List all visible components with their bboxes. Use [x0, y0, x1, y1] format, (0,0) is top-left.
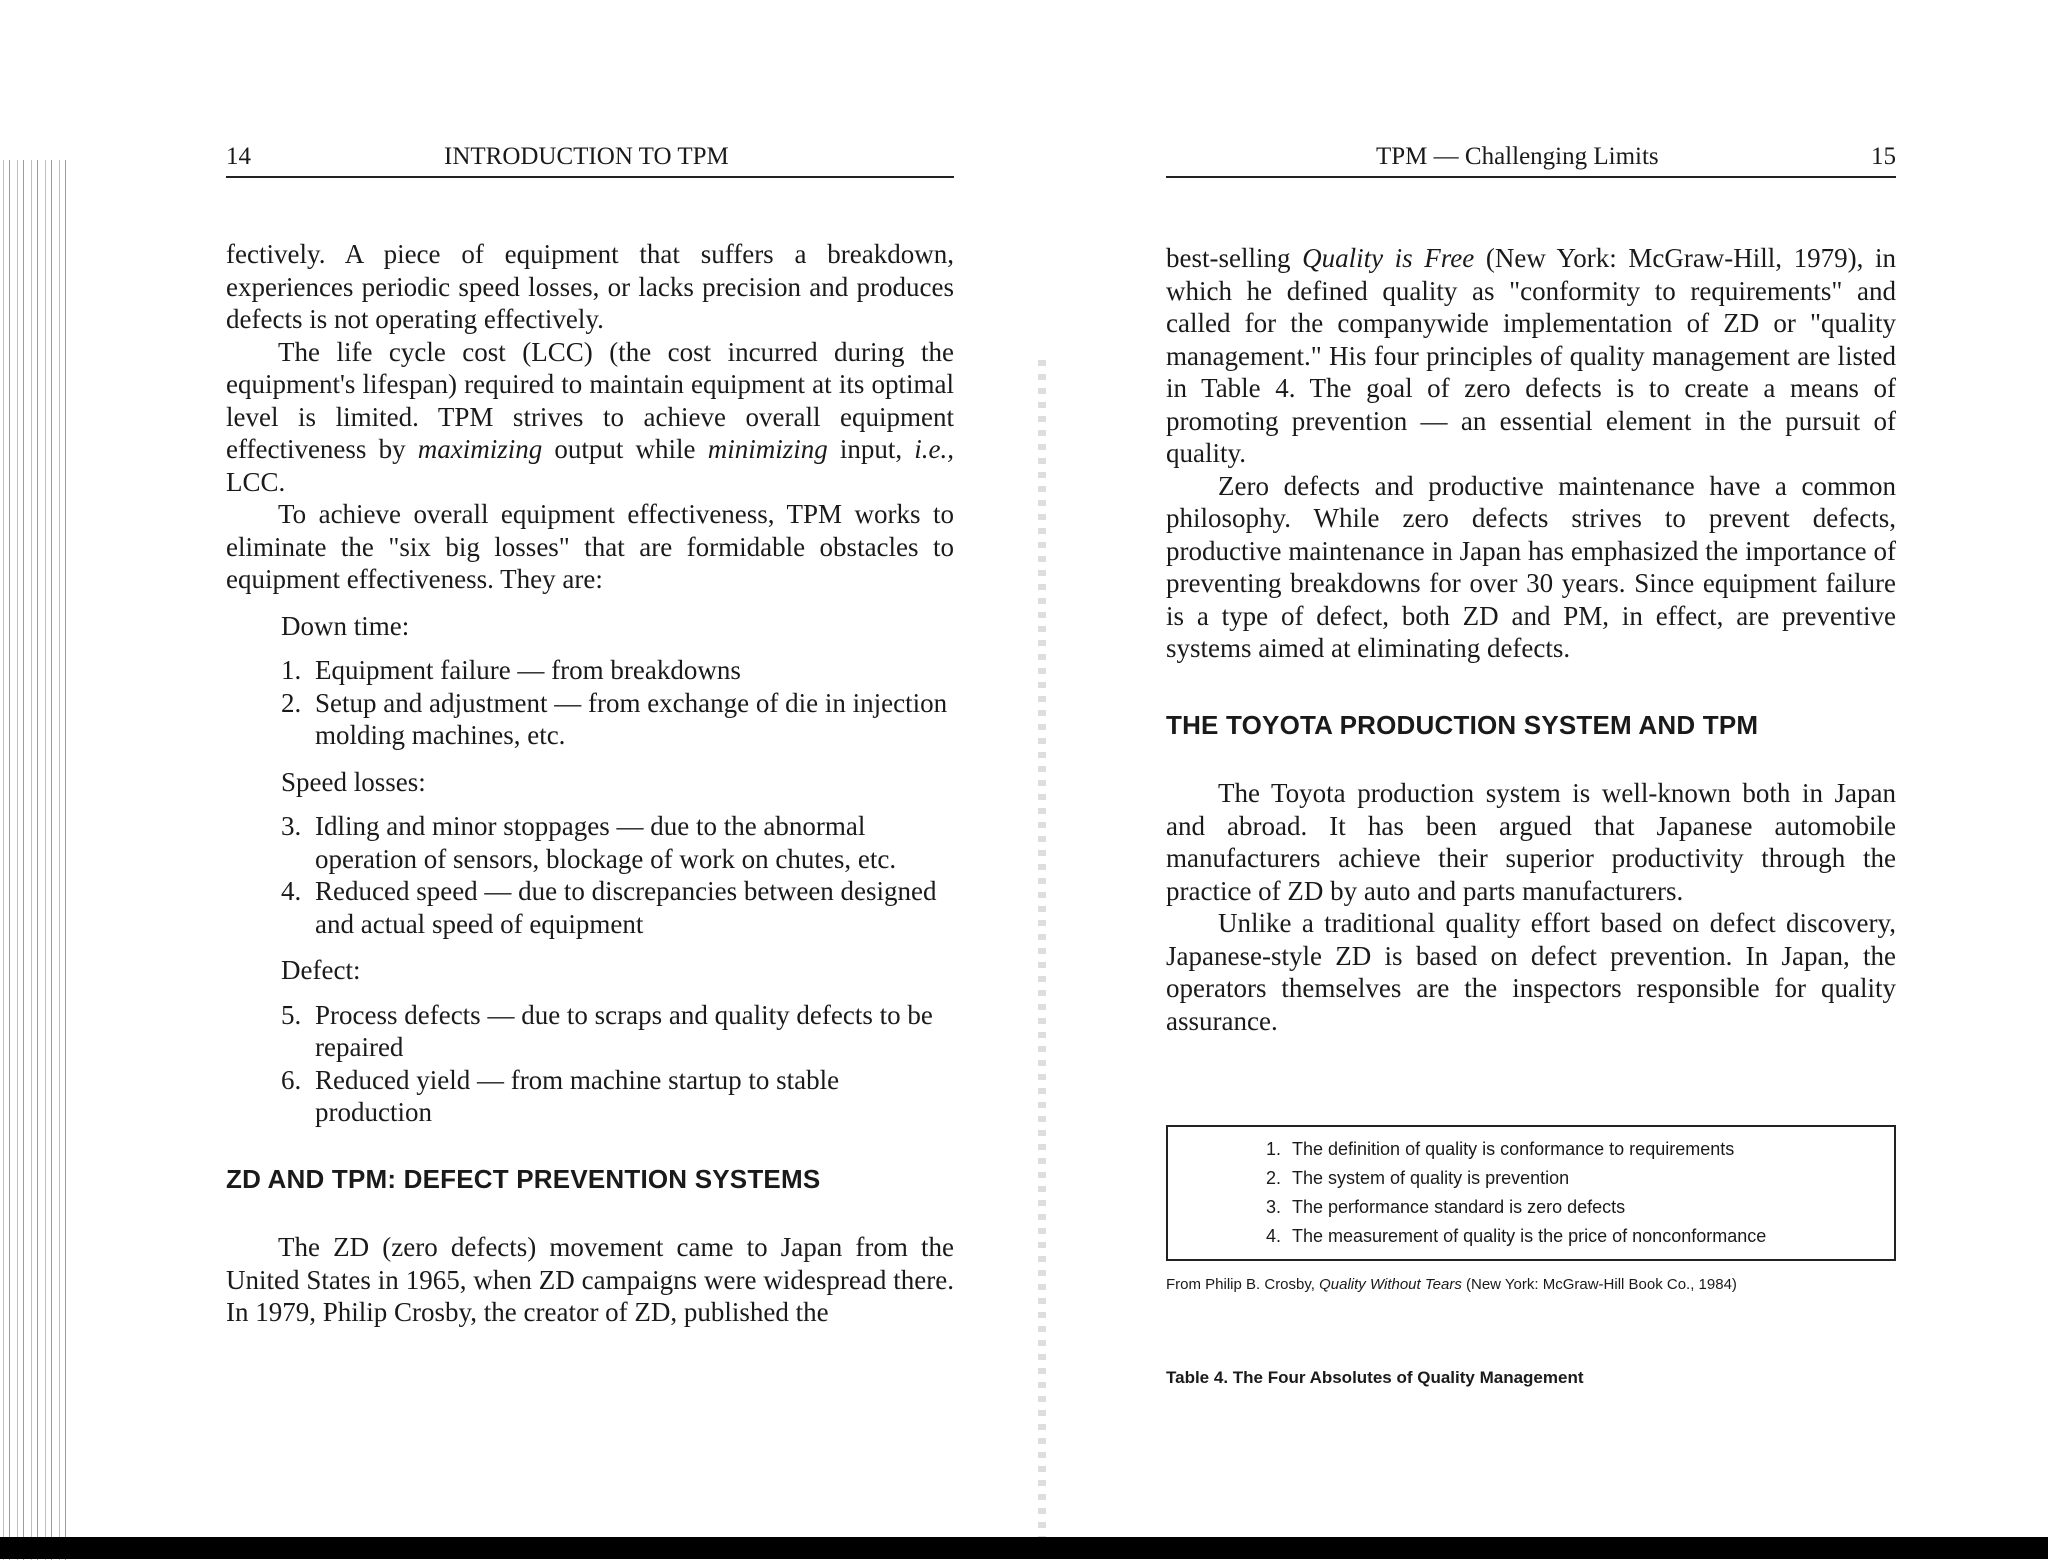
- list-text: Setup and adjustment — from exchange of die in injection molding machines, etc.: [315, 687, 948, 750]
- list-text: Reduced yield — from machine startup to stable production: [315, 1064, 840, 1127]
- paragraph: Zero defects and productive maintenance have a common philosophy. While zero defects strives to prevent defects, productive maintenance in Japan has emphasized the importance of preventing breakdowns for over 30 years. Since equipment failure is a type of defect, both ZD and PM, in effect, are preventive systems aimed at eliminating defects.: [1166, 470, 1896, 663]
- paragraph: fectively. A piece of equipment that suffers a breakdown, experiences periodic speed losses, or lacks precision and produces defects is not operating effectively.: [226, 239, 954, 334]
- book-title: Quality is Free: [1302, 243, 1475, 273]
- list-text: The measurement of quality is the price of nonconformance: [1292, 1226, 1767, 1246]
- paragraph: [226, 336, 954, 499]
- text-run: (New York: McGraw-Hill, 1979), in which he defined quality as "conformity to requirements" and called for the companywide implementation of ZD or "quality management." His four principles of quality management are listed in Table 4. The goal of zero defects is to create a means of promoting prevention — an essential element in the pursuit of quality.: [1166, 243, 1896, 468]
- loss-list: [281, 810, 954, 940]
- loss-list: [281, 654, 954, 752]
- list-text: Process defects — due to scraps and quality defects to be repaired: [315, 999, 933, 1062]
- list-number: 4.: [281, 876, 302, 906]
- running-head-title: TPM — Challenging Limits: [1376, 143, 1659, 170]
- list-text: Idling and minor stoppages — due to the abnormal operation of sensors, blockage of work on chutes, etc.: [315, 811, 897, 874]
- page-number: 14: [226, 143, 251, 170]
- left-page: [226, 140, 954, 1329]
- binding-edge-shadow: [0, 160, 70, 1560]
- paragraph: The ZD (zero defects) movement came to Japan from the United States in 1965, when ZD campaigns were widespread there. In 1979, Philip Crosby, the creator of ZD, published the: [226, 1232, 954, 1327]
- absolutes-table: [1166, 1125, 1896, 1261]
- text-run: LCC.: [226, 466, 286, 497]
- list-number: 6.: [281, 1064, 302, 1095]
- emphasis: i.e.,: [914, 434, 955, 464]
- loss-group-label: Down time:: [281, 610, 410, 641]
- paragraph: Unlike a traditional quality effort based on defect discovery, Japanese-style ZD is based on defect prevention. In Japan, the operators themselves are the inspectors responsible for quality assurance.: [1166, 908, 1896, 1036]
- emphasis: minimizing: [707, 434, 828, 464]
- text-run: best-selling: [1166, 243, 1291, 273]
- list-number: 2.: [1266, 1168, 1282, 1188]
- right-body: [1166, 242, 1896, 1394]
- source-note: [1166, 1269, 1896, 1302]
- loss-group-label: Defect:: [281, 955, 361, 985]
- list-item: [281, 999, 954, 1064]
- list-text: The definition of quality is conformance to requirements: [1292, 1139, 1735, 1159]
- list-item: [1266, 1222, 1894, 1251]
- text-run: output while: [554, 434, 696, 464]
- section-heading: THE TOYOTA PRODUCTION SYSTEM AND TPM: [1166, 709, 1759, 740]
- right-running-head: [1166, 140, 1896, 178]
- table-caption: Table 4. The Four Absolutes of Quality Management: [1166, 1367, 1584, 1387]
- list-number: 5.: [281, 999, 302, 1030]
- list-item: [281, 1064, 954, 1129]
- emphasis: maximizing: [417, 434, 543, 464]
- list-item: [281, 875, 954, 940]
- list-text: The system of quality is prevention: [1292, 1168, 1570, 1188]
- left-body: [226, 238, 954, 1329]
- paragraph: [1166, 242, 1896, 470]
- list-item: [281, 654, 954, 687]
- list-item: [281, 810, 954, 875]
- list-number: 1.: [281, 655, 302, 685]
- list-number: 2.: [281, 687, 302, 718]
- book-gutter: [1038, 360, 1046, 1540]
- scan-bottom-edge: [0, 1537, 2048, 1559]
- list-number: 1.: [1266, 1139, 1282, 1159]
- left-running-head: [226, 140, 954, 178]
- section-heading: ZD AND TPM: DEFECT PREVENTION SYSTEMS: [226, 1163, 821, 1194]
- loss-group-label: Speed losses:: [281, 766, 426, 797]
- list-number: 4.: [1266, 1226, 1282, 1246]
- list-number: 3.: [281, 811, 302, 841]
- loss-list: [281, 999, 954, 1129]
- text-run: From Philip B. Crosby,: [1166, 1276, 1315, 1293]
- page-number: 15: [1871, 143, 1896, 170]
- paragraph: The Toyota production system is well-known both in Japan and abroad. It has been argued that Japanese automobile manufacturers achieve their superior productivity through the practice of ZD by auto and parts manufacturers.: [1166, 778, 1896, 906]
- running-head-title: INTRODUCTION TO TPM: [444, 143, 729, 170]
- paragraph: To achieve overall equipment effectiveness, TPM works to eliminate the "six big losses" that are formidable obstacles to equipment effectiveness. They are:: [226, 499, 954, 594]
- list-item: [281, 687, 954, 752]
- absolutes-list: [1266, 1135, 1894, 1251]
- list-item: [1266, 1135, 1894, 1164]
- list-item: [1266, 1164, 1894, 1193]
- list-text: Reduced speed — due to discrepancies between designed and actual speed of equipment: [315, 876, 937, 939]
- right-page: [1166, 140, 1896, 1394]
- text-run: input,: [839, 434, 903, 464]
- text-run: The life cycle cost (LCC) (the cost incurred during the equipment's lifespan) required to maintain equipment at its optimal level is limited. TPM strives to achieve overall equipment effectiveness by: [226, 336, 954, 464]
- book-title: Quality Without Tears: [1319, 1276, 1462, 1293]
- list-item: [1266, 1193, 1894, 1222]
- list-text: The performance standard is zero defects: [1292, 1197, 1626, 1217]
- list-number: 3.: [1266, 1197, 1282, 1217]
- list-text: Equipment failure — from breakdowns: [315, 655, 741, 685]
- text-run: (New York: McGraw-Hill Book Co., 1984): [1466, 1276, 1737, 1293]
